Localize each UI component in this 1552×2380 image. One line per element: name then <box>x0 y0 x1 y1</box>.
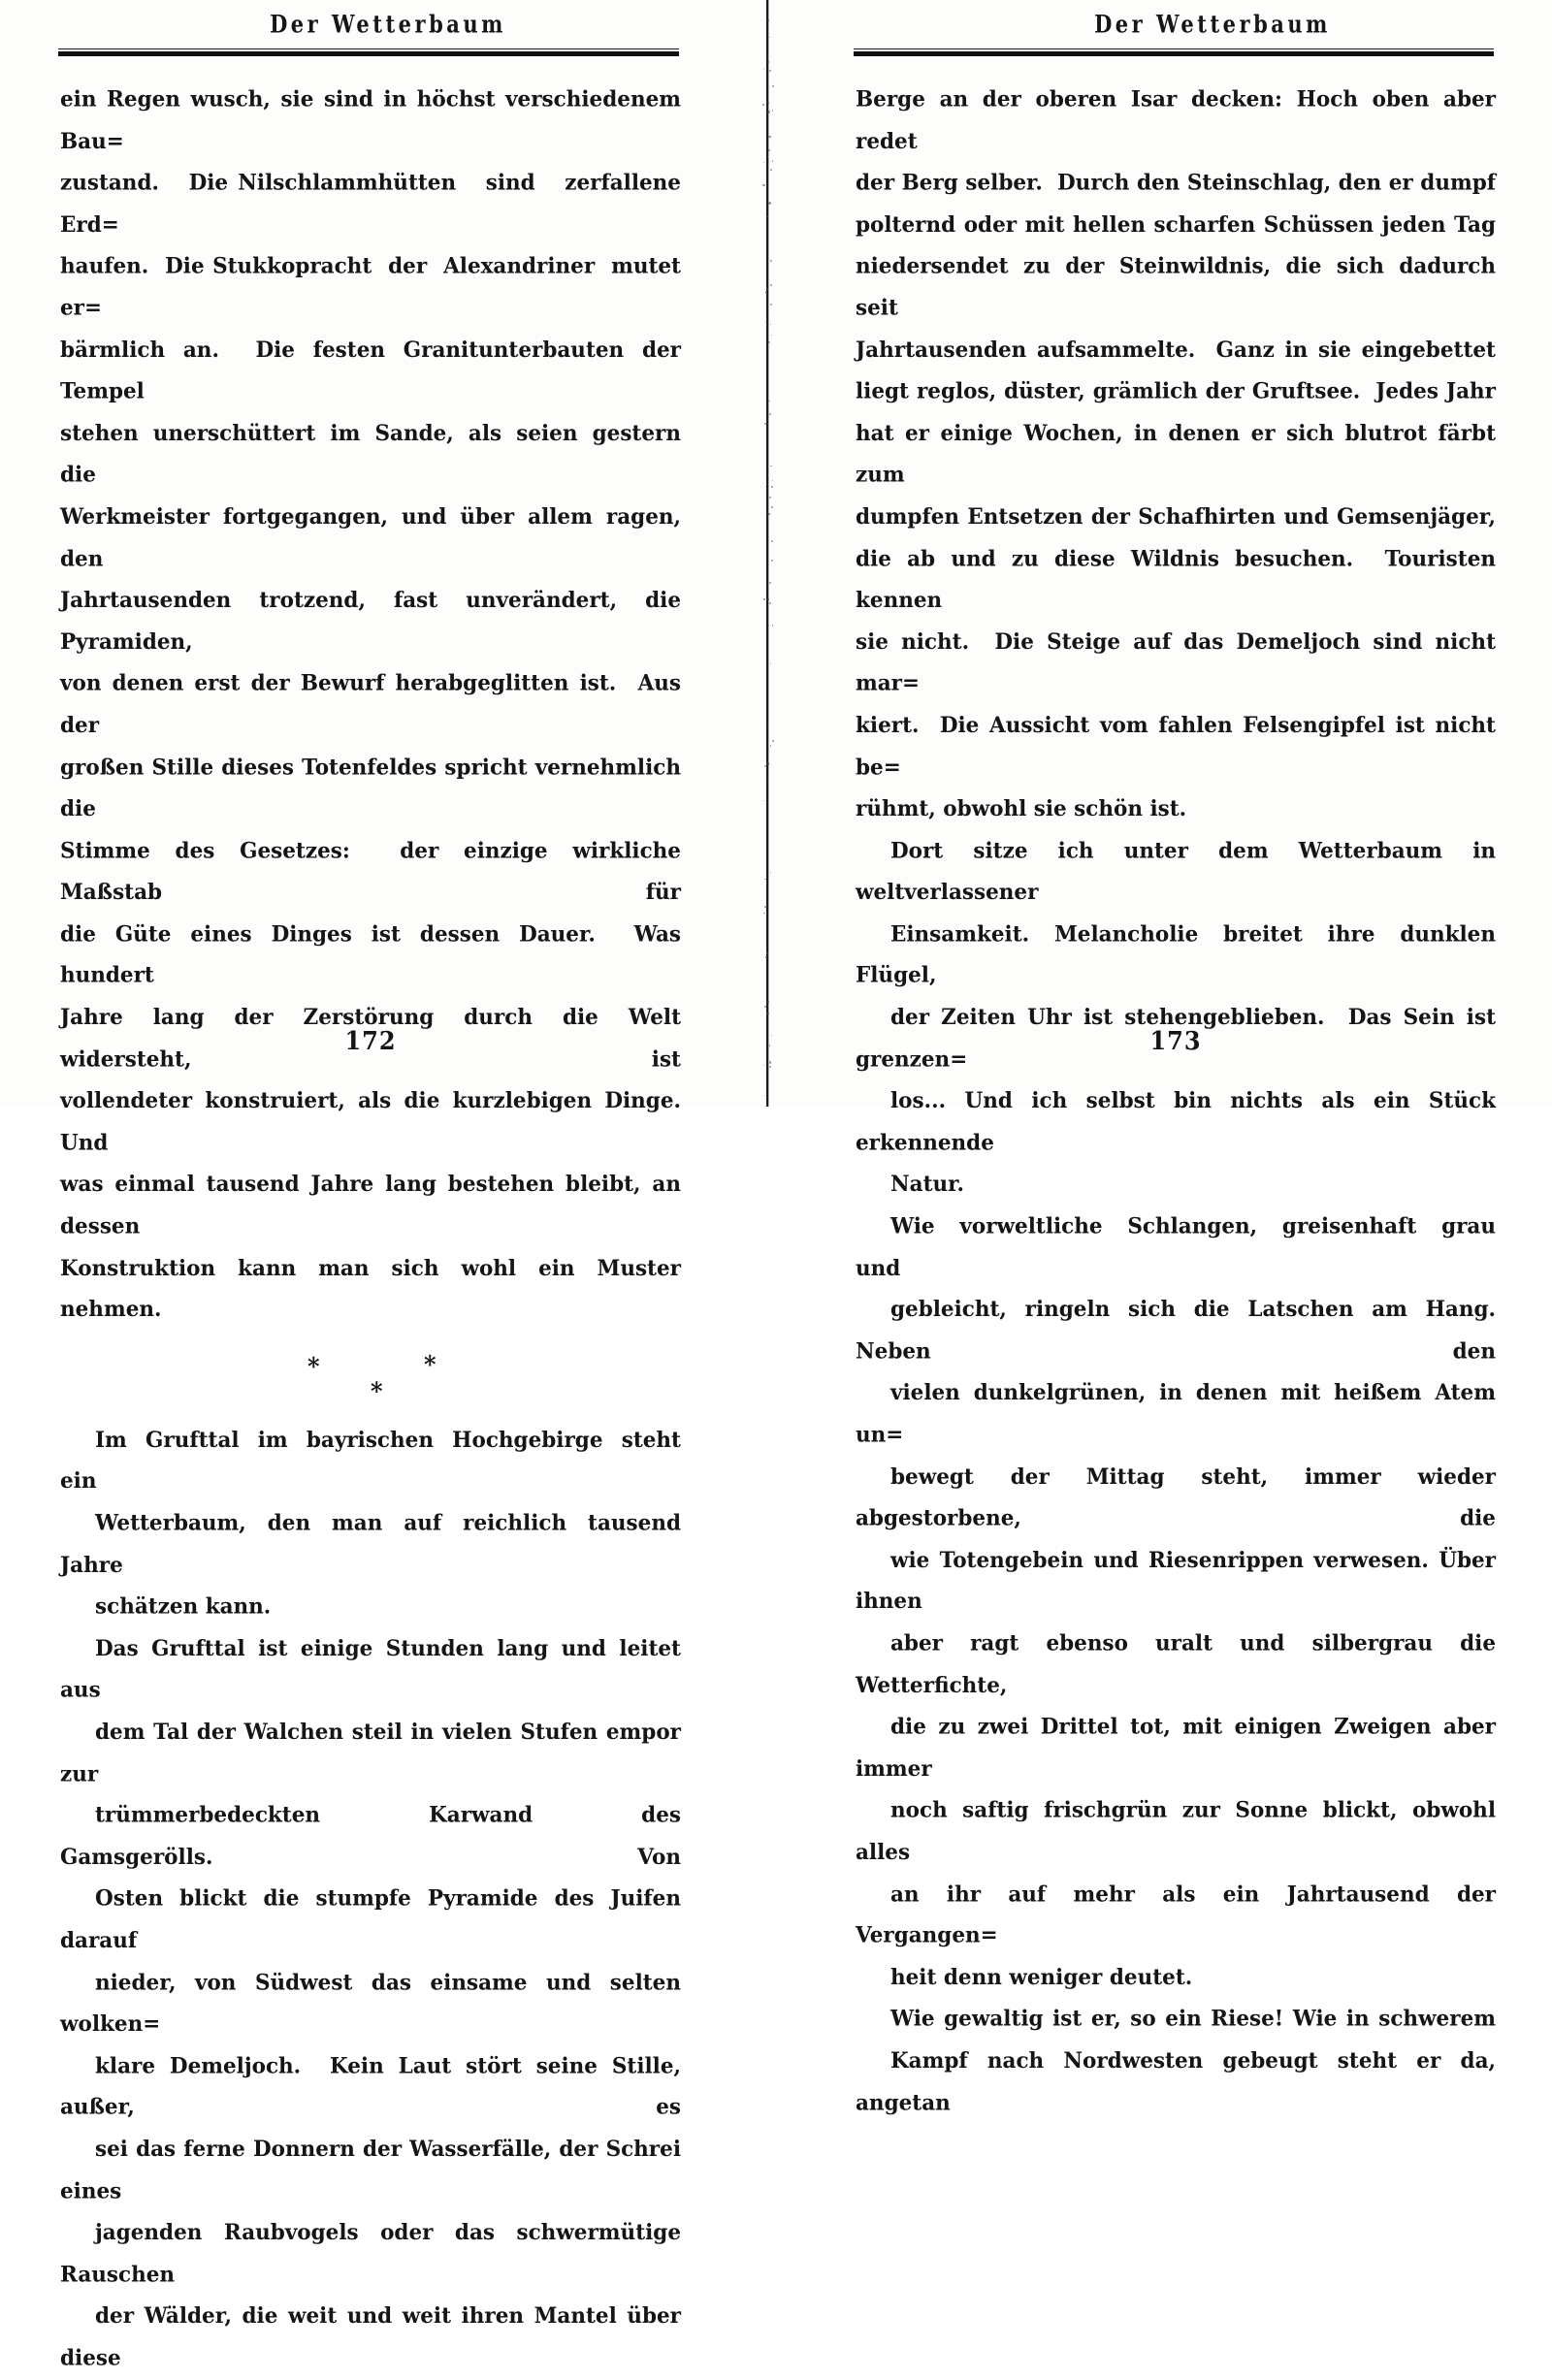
text-line: vielen dunkelgrünen, in denen mit heißem Atem un= <box>856 1380 1504 1448</box>
page-gutter-divider <box>766 0 768 1107</box>
text-line: die Güte eines Dinges ist dessen Dauer. Was hundert <box>60 921 689 989</box>
text-line: Jahrtausenden trotzend, fast unverändert, die Pyramiden, <box>60 587 689 656</box>
text-line: an ihr auf mehr als ein Jahrtausend der Vergangen= <box>856 1881 1504 1949</box>
text-line: Werkmeister fortgegangen, und über allem ragen, den <box>60 503 689 572</box>
text-line: Osten blickt die stumpfe Pyramide des Juifen darauf <box>60 1885 695 1954</box>
scan-speckle <box>762 104 763 105</box>
scan-speckle <box>772 480 774 482</box>
left-header-rule-thick <box>58 51 679 56</box>
paragraph <box>856 831 1510 1206</box>
scan-speckle <box>763 800 764 801</box>
text-line: aber ragt ebenso uralt und silbergrau die Wetterfichte, <box>856 1630 1504 1699</box>
text-line: Im Grufttal im bayrischen Hochgebirge steht ein <box>60 1427 695 1495</box>
scan-speckle <box>769 413 771 415</box>
scan-speckle <box>766 216 767 217</box>
scan-speckle <box>767 1001 769 1003</box>
text-line: dem Tal der Walchen steil in vielen Stufen empor zur <box>60 1719 689 1787</box>
text-line: Natur. <box>890 1172 964 1198</box>
scan-speckle <box>771 506 773 508</box>
scan-speckle <box>770 745 772 747</box>
scan-speckle <box>763 598 765 600</box>
paragraph <box>60 80 695 1332</box>
right-header-rule-thick <box>854 51 1494 56</box>
scan-speckle <box>764 1095 765 1096</box>
scan-speckle <box>770 872 771 873</box>
right-page-number: 173 <box>1149 1024 1202 1056</box>
text-line: niedersendet zu der Steinwildnis, die sich dadurch seit <box>856 253 1504 322</box>
text-line: haufen. Die Stukkopracht der Alexandriner mutet er= <box>60 253 689 322</box>
text-line: von denen erst der Bewurf herabgeglitten ist. Aus der <box>60 670 689 739</box>
text-line: Dort sitze ich unter dem Wetterbaum in weltverlassener <box>856 837 1504 906</box>
text-line: großen Stille dieses Totenfeldes spricht vernehmlich die <box>60 754 689 822</box>
scan-speckle <box>769 70 771 72</box>
scan-speckle <box>771 335 772 336</box>
scan-speckle <box>762 184 764 186</box>
scan-speckle <box>764 1006 766 1008</box>
text-line: die ab und zu diese Wildnis besuchen. Touristen kennen <box>856 545 1504 614</box>
paragraph <box>856 1999 1504 2124</box>
text-line: bewegt der Mittag steht, immer wieder abgestorbene, die <box>856 1463 1504 1531</box>
scan-speckle <box>770 324 771 325</box>
right-page <box>776 0 1552 2116</box>
text-line: los... Und ich selbst bin nichts als ein Stück erkennende <box>856 1088 1504 1156</box>
text-line: dumpfen Entsetzen der Schafhirten und Gemsenjäger, <box>856 503 1496 531</box>
text-line: Konstruktion kann man sich wohl ein Muster nehmen. <box>60 1255 689 1323</box>
scan-speckle <box>771 1035 773 1037</box>
scan-speckle <box>769 1061 772 1064</box>
text-line: noch saftig frischgrün zur Sonne blickt, obwohl alles <box>856 1797 1504 1866</box>
text-line: der Berg selber. Durch den Steinschlag, den er dumpf <box>856 170 1496 196</box>
scan-speckle <box>768 149 770 151</box>
text-line: Wie gewaltig ist er, so ein Riese! Wie in schwerem <box>890 2006 1496 2033</box>
scan-speckle <box>764 423 766 425</box>
scan-speckle <box>767 111 769 113</box>
left-page-number: 172 <box>344 1024 397 1056</box>
scan-speckle <box>766 1013 768 1014</box>
text-line: Einsamkeit. Melancholie breitet ihre dunklen Flügel, <box>856 921 1510 989</box>
scan-speckle <box>769 1045 771 1046</box>
scan-speckle <box>770 260 772 262</box>
text-line: Wie vorweltliche Schlangen, greisenhaft grau und <box>856 1213 1510 1281</box>
scan-speckle <box>770 304 772 306</box>
scan-speckle <box>767 598 769 600</box>
right-header-rule-thin <box>854 48 1494 49</box>
scan-speckle <box>769 582 771 584</box>
scan-speckle <box>770 663 771 664</box>
text-line: gebleicht, ringeln sich die Latschen am Hang. Neben den <box>856 1297 1510 1365</box>
text-line: sie nicht. Die Steige auf das Demeljoch sind nicht mar= <box>856 628 1504 697</box>
scan-speckle <box>771 486 773 488</box>
scan-speckle <box>766 288 768 290</box>
text-line: Stimme des Gesetzes: der einzige wirkliche Maßstab für <box>60 837 689 906</box>
scan-speckle <box>769 497 771 499</box>
left-text-column <box>60 80 703 2380</box>
text-line: was einmal tausend Jahre lang bestehen bleibt, an dessen <box>60 1172 689 1239</box>
scan-speckle <box>768 202 770 204</box>
scan-speckle <box>768 341 770 343</box>
scan-speckle <box>767 19 768 20</box>
paragraph <box>60 1628 703 2380</box>
text-line: stehen unerschüttert im Sande, als seien gestern die <box>60 420 695 489</box>
text-line: vollendeter konstruiert, als die kurzlebigen Dinge. Und <box>60 1088 695 1156</box>
scan-speckle <box>765 956 766 957</box>
text-line: Kampf nach Nordwesten gebeugt steht er da, angetan <box>856 2047 1504 2116</box>
scan-speckle <box>764 906 766 908</box>
scan-speckle <box>763 162 764 163</box>
text-line: liegt reglos, düster, grämlich der Gruftsee. Jedes Jahr <box>856 378 1496 405</box>
right-running-head: Der Wetterbaum <box>1094 10 1331 39</box>
scan-speckle <box>770 169 772 171</box>
asterisk-glyph: * <box>307 1351 320 1381</box>
text-line: kiert. Die Aussicht vom fahlen Felsengipfel ist nicht be= <box>856 712 1504 781</box>
scan-speckle <box>763 913 765 915</box>
scan-speckle <box>765 291 767 293</box>
text-line: bärmlich an. Die festen Granitunterbauten der Tempel <box>60 337 689 405</box>
text-line: der Wälder, die weit und weit ihren Mantel über diese <box>60 2303 689 2371</box>
scan-speckle <box>767 61 769 63</box>
text-line: sei das ferne Donnern der Wasserfälle, der Schrei eines <box>60 2136 689 2204</box>
left-header-rule <box>58 48 679 56</box>
scan-speckle <box>763 69 764 70</box>
scan-speckle <box>771 560 773 562</box>
scan-speckle <box>769 1066 771 1068</box>
text-line: trümmerbedeckten Karwand des Gamsgerölls. Von <box>60 1802 703 1871</box>
left-page <box>0 0 757 2371</box>
text-line: heit denn weniger deutet. <box>890 1964 1193 1991</box>
text-line: zustand. Die Nilschlammhütten sind zerfallene Erd= <box>60 170 689 239</box>
text-line: schätzen kann. <box>95 1593 272 1621</box>
text-line: rühmt, obwohl sie schön ist. <box>856 795 1187 822</box>
scan-speckle <box>772 625 774 627</box>
text-line: Jahre lang der Zerstörung durch die Welt widersteht, ist <box>60 1005 689 1073</box>
scan-speckle <box>764 765 766 767</box>
scan-speckle <box>767 763 769 765</box>
scan-speckle <box>763 1065 764 1066</box>
asterism-separator <box>60 1339 681 1418</box>
scan-speckle <box>766 952 767 953</box>
scan-speckle <box>772 85 774 87</box>
text-line: hat er einige Wochen, in denen er sich blutrot färbt zum <box>856 420 1504 489</box>
scan-speckle <box>772 160 773 161</box>
scan-speckle <box>772 110 774 112</box>
right-header-rule <box>854 48 1494 56</box>
scan-speckle <box>771 540 773 542</box>
scan-speckle <box>769 514 770 515</box>
paragraph <box>856 80 1504 831</box>
paragraph <box>60 1420 695 1628</box>
scan-speckle <box>769 37 770 38</box>
text-line: klare Demeljoch. Kein Laut stört seine Stille, außer, es <box>60 2052 689 2121</box>
text-line: wie Totengebein und Riesenrippen verwesen. Über ihnen <box>856 1547 1504 1615</box>
text-line: die zu zwei Drittel tot, mit einigen Zweigen aber immer <box>856 1714 1504 1783</box>
text-line: jagenden Raubvogels oder das schwermütige Rauschen <box>60 2220 689 2288</box>
text-line: nieder, von Südwest das einsame und selten wolken= <box>60 1969 689 2038</box>
scan-speckle <box>768 136 770 138</box>
text-line: Berge an der oberen Isar decken: Hoch oben aber redet <box>856 86 1504 154</box>
asterisk-glyph: * <box>424 1348 436 1379</box>
asterisk-glyph: * <box>371 1375 383 1406</box>
scan-speckle <box>770 284 772 286</box>
scan-speckle <box>772 740 774 742</box>
left-header-rule-thin <box>58 48 679 49</box>
scan-speckle <box>769 602 771 604</box>
text-line: Jahrtausenden aufsammelte. Ganz in sie eingebettet <box>856 337 1496 364</box>
text-line: ein Regen wusch, sie sind in höchst verschiedenem Bau= <box>60 86 689 154</box>
right-text-column <box>856 80 1510 2124</box>
paragraph <box>856 1206 1510 2000</box>
text-line: Wetterbaum, den man auf reichlich tausend Jahre <box>60 1510 695 1579</box>
text-line: polternd oder mit hellen scharfen Schüssen jeden Tag <box>856 211 1496 239</box>
text-line: der Zeiten Uhr ist stehengeblieben. Das Sein ist grenzen= <box>856 1005 1504 1073</box>
text-line: Das Grufttal ist einige Stunden lang und leitet aus <box>60 1635 689 1704</box>
left-running-head: Der Wetterbaum <box>270 10 506 39</box>
